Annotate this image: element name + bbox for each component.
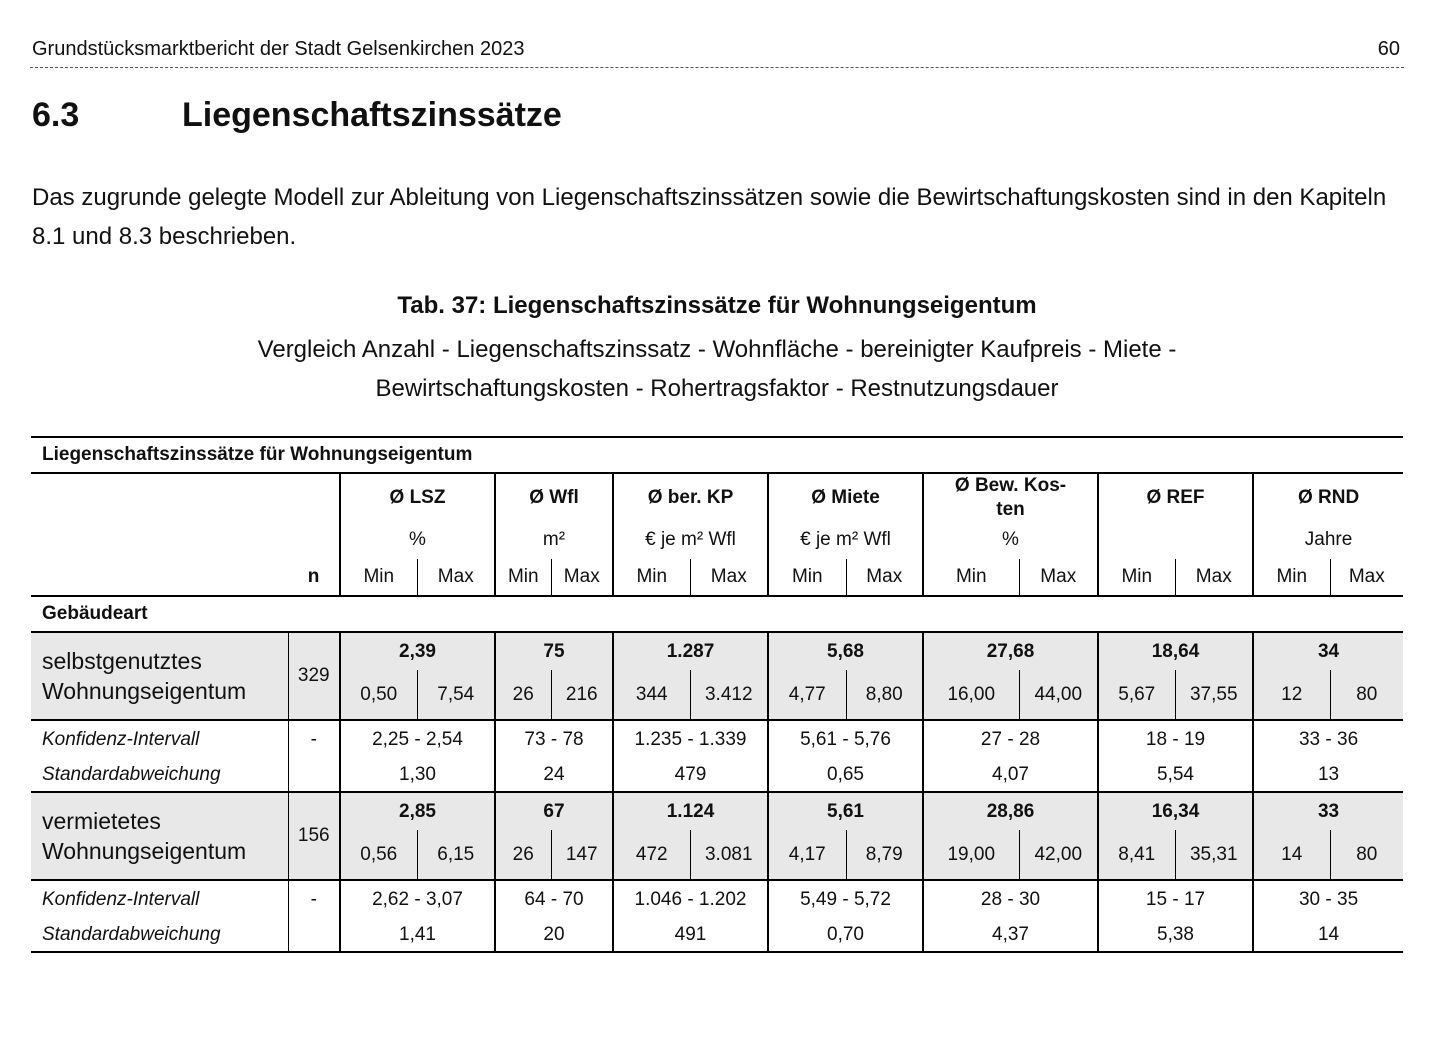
max-header: Max bbox=[1330, 558, 1403, 596]
min-value: 472 bbox=[613, 830, 690, 880]
column-unit: € je m² Wfl bbox=[768, 522, 923, 558]
confidence-interval-value: 15 - 17 bbox=[1098, 880, 1253, 918]
group-label-line2: Wohnungseigentum bbox=[42, 678, 247, 704]
data-table bbox=[31, 436, 1403, 953]
group-label-line1: selbstgenutztes bbox=[42, 648, 202, 674]
min-header: Min bbox=[340, 558, 417, 596]
table-caption-subtitle bbox=[0, 330, 1434, 408]
column-name: Ø Bew. Kos- bbox=[954, 475, 1067, 496]
std-deviation-n bbox=[288, 918, 340, 952]
min-value: 344 bbox=[613, 670, 690, 720]
max-header: Max bbox=[551, 558, 613, 596]
max-value: 42,00 bbox=[1019, 830, 1098, 880]
confidence-interval-value: 5,49 - 5,72 bbox=[768, 880, 923, 918]
column-header bbox=[768, 473, 923, 522]
confidence-interval-value: 18 - 19 bbox=[1098, 720, 1253, 758]
max-value: 44,00 bbox=[1019, 670, 1098, 720]
std-deviation-value: 13 bbox=[1253, 758, 1403, 792]
min-header: Min bbox=[1253, 558, 1330, 596]
std-deviation-value: 4,07 bbox=[923, 758, 1098, 792]
confidence-interval-value: 1.046 - 1.202 bbox=[613, 880, 768, 918]
std-deviation-value: 1,30 bbox=[340, 758, 495, 792]
mean-value: 34 bbox=[1253, 632, 1403, 670]
confidence-interval-n: - bbox=[288, 720, 340, 758]
section-number: 6.3 bbox=[32, 96, 80, 134]
confidence-interval-label: Konfidenz-Intervall bbox=[42, 888, 200, 910]
confidence-interval-value: 73 - 78 bbox=[495, 720, 613, 758]
mean-value: 75 bbox=[495, 632, 613, 670]
column-name: Ø ber. KP bbox=[647, 487, 734, 508]
min-value: 0,50 bbox=[340, 670, 417, 720]
page-number: 60 bbox=[1377, 38, 1400, 60]
intro-paragraph: Das zugrunde gelegte Modell zur Ableitung von Liegenschaftszinssätzen sowie die Bewirtschaftungskosten sind in den Kapiteln 8.1 und 8.3 beschrieben. bbox=[32, 184, 1387, 250]
column-unit: % bbox=[340, 522, 495, 558]
max-value: 3.081 bbox=[690, 830, 768, 880]
column-unit: € je m² Wfl bbox=[613, 522, 768, 558]
confidence-interval-value: 28 - 30 bbox=[923, 880, 1098, 918]
column-name: Ø Miete bbox=[811, 487, 880, 508]
std-deviation-n bbox=[288, 758, 340, 792]
confidence-interval-value: 33 - 36 bbox=[1253, 720, 1403, 758]
table-caption-title: Tab. 37: Liegenschaftszinssätze für Wohnungseigentum bbox=[397, 292, 1037, 319]
confidence-interval-value: 27 - 28 bbox=[923, 720, 1098, 758]
max-header: Max bbox=[417, 558, 495, 596]
column-unit: Jahre bbox=[1253, 522, 1403, 558]
max-header: Max bbox=[846, 558, 923, 596]
max-value: 37,55 bbox=[1175, 670, 1253, 720]
max-value: 35,31 bbox=[1175, 830, 1253, 880]
group-row-label bbox=[31, 632, 288, 720]
std-deviation-value: 5,54 bbox=[1098, 758, 1253, 792]
std-deviation-value: 20 bbox=[495, 918, 613, 952]
std-deviation-value: 5,38 bbox=[1098, 918, 1253, 952]
caption-line-1: Vergleich Anzahl - Liegenschaftszinssatz - Wohnfläche - bereinigter Kaufpreis - Miete - bbox=[257, 336, 1177, 363]
max-value: 80 bbox=[1330, 670, 1403, 720]
group-n: 156 bbox=[288, 792, 340, 880]
std-deviation-value: 14 bbox=[1253, 918, 1403, 952]
min-header: Min bbox=[768, 558, 846, 596]
mean-value: 27,68 bbox=[923, 632, 1098, 670]
min-value: 4,17 bbox=[768, 830, 846, 880]
confidence-interval-value: 64 - 70 bbox=[495, 880, 613, 918]
mean-value: 67 bbox=[495, 792, 613, 830]
std-deviation-value: 0,65 bbox=[768, 758, 923, 792]
max-value: 7,54 bbox=[417, 670, 495, 720]
std-deviation-value: 1,41 bbox=[340, 918, 495, 952]
section-title: Liegenschaftszinssätze bbox=[182, 96, 562, 134]
confidence-interval-value: 30 - 35 bbox=[1253, 880, 1403, 918]
group-label: Gebäudeart bbox=[31, 596, 1403, 632]
max-value: 6,15 bbox=[417, 830, 495, 880]
min-value: 14 bbox=[1253, 830, 1330, 880]
group-n: 329 bbox=[288, 632, 340, 720]
column-header bbox=[495, 473, 613, 522]
max-value: 8,79 bbox=[846, 830, 923, 880]
std-deviation-label: Standardabweichung bbox=[31, 918, 288, 952]
min-value: 16,00 bbox=[923, 670, 1019, 720]
header-divider bbox=[30, 67, 1404, 68]
max-value: 216 bbox=[551, 670, 613, 720]
min-header: Min bbox=[923, 558, 1019, 596]
max-header: Max bbox=[690, 558, 768, 596]
column-header bbox=[1098, 473, 1253, 522]
column-name-cont: ten bbox=[996, 499, 1025, 520]
min-value: 0,56 bbox=[340, 830, 417, 880]
confidence-interval-value: 2,25 - 2,54 bbox=[340, 720, 495, 758]
column-header bbox=[613, 473, 768, 522]
std-deviation-value: 491 bbox=[613, 918, 768, 952]
caption-line-2: Bewirtschaftungskosten - Rohertragsfaktor - Restnutzungsdauer bbox=[375, 375, 1059, 402]
column-unit: m² bbox=[495, 522, 613, 558]
std-deviation-value: 4,37 bbox=[923, 918, 1098, 952]
max-value: 147 bbox=[551, 830, 613, 880]
mean-value: 1.287 bbox=[613, 632, 768, 670]
column-name: Ø RND bbox=[1297, 487, 1360, 508]
group-label-line2: Wohnungseigentum bbox=[42, 838, 247, 864]
mean-value: 16,34 bbox=[1098, 792, 1253, 830]
column-unit: % bbox=[923, 522, 1098, 558]
mean-value: 18,64 bbox=[1098, 632, 1253, 670]
mean-value: 28,86 bbox=[923, 792, 1098, 830]
max-header: Max bbox=[1019, 558, 1098, 596]
max-value: 8,80 bbox=[846, 670, 923, 720]
column-name: Ø Wfl bbox=[529, 487, 579, 508]
min-value: 4,77 bbox=[768, 670, 846, 720]
group-label-line1: vermietetes bbox=[42, 808, 161, 834]
mean-value: 2,85 bbox=[340, 792, 495, 830]
max-value: 80 bbox=[1330, 830, 1403, 880]
confidence-interval-label: Konfidenz-Intervall bbox=[42, 728, 200, 750]
min-header: Min bbox=[613, 558, 690, 596]
confidence-interval-n: - bbox=[288, 880, 340, 918]
n-header: n bbox=[307, 565, 320, 587]
column-name: Ø LSZ bbox=[389, 487, 446, 508]
running-header-title: Grundstücksmarktbericht der Stadt Gelsenkirchen 2023 bbox=[32, 38, 525, 60]
confidence-interval-value: 5,61 - 5,76 bbox=[768, 720, 923, 758]
std-deviation-value: 0,70 bbox=[768, 918, 923, 952]
std-deviation-value: 24 bbox=[495, 758, 613, 792]
column-header bbox=[923, 473, 1098, 522]
mean-value: 5,61 bbox=[768, 792, 923, 830]
std-deviation-value: 479 bbox=[613, 758, 768, 792]
max-value: 3.412 bbox=[690, 670, 768, 720]
group-row-label bbox=[31, 792, 288, 880]
min-value: 19,00 bbox=[923, 830, 1019, 880]
min-value: 26 bbox=[495, 830, 551, 880]
column-header bbox=[1253, 473, 1403, 522]
min-header: Min bbox=[1098, 558, 1175, 596]
column-unit bbox=[1098, 522, 1253, 558]
min-value: 12 bbox=[1253, 670, 1330, 720]
mean-value: 2,39 bbox=[340, 632, 495, 670]
min-header: Min bbox=[495, 558, 551, 596]
mean-value: 33 bbox=[1253, 792, 1403, 830]
min-value: 8,41 bbox=[1098, 830, 1175, 880]
max-header: Max bbox=[1175, 558, 1253, 596]
std-deviation-label: Standardabweichung bbox=[42, 763, 221, 785]
column-header bbox=[340, 473, 495, 522]
column-name: Ø REF bbox=[1146, 487, 1205, 508]
confidence-interval-value: 2,62 - 3,07 bbox=[340, 880, 495, 918]
min-value: 5,67 bbox=[1098, 670, 1175, 720]
confidence-interval-value: 1.235 - 1.339 bbox=[613, 720, 768, 758]
min-value: 26 bbox=[495, 670, 551, 720]
table-title: Liegenschaftszinssätze für Wohnungseigentum bbox=[31, 437, 1403, 473]
mean-value: 5,68 bbox=[768, 632, 923, 670]
mean-value: 1.124 bbox=[613, 792, 768, 830]
